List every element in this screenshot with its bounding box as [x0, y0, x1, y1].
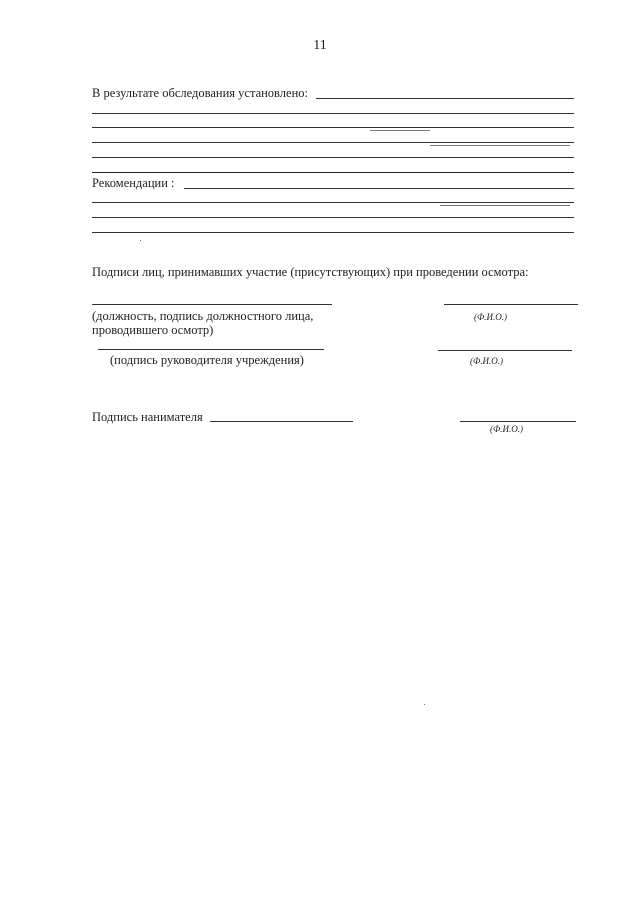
findings-line-2	[92, 127, 574, 128]
scan-speck	[140, 240, 141, 241]
recommendations-line-2	[92, 217, 574, 218]
findings-label: В результате обследования установлено:	[92, 86, 308, 100]
inspector-caption-line-1: (должность, подпись должностного лица,	[92, 309, 314, 323]
tenant-signature-line	[210, 421, 353, 422]
findings-line-3	[92, 142, 574, 143]
inspector-fio-line	[444, 304, 578, 305]
signatures-heading: Подписи лиц, принимавших участие (присутствующих) при проведении осмотра:	[92, 265, 529, 279]
inspector-fio-caption: (Ф.И.О.)	[474, 312, 507, 322]
recommendations-line-3	[92, 232, 574, 233]
tenant-fio-caption: (Ф.И.О.)	[490, 424, 523, 434]
findings-fill-line	[316, 98, 574, 99]
page-number: 11	[313, 38, 327, 53]
findings-line-4	[92, 157, 574, 158]
head-signature-caption: (подпись руководителя учреждения)	[110, 353, 304, 367]
head-fio-line	[438, 350, 572, 351]
recommendations-label: Рекомендации :	[92, 176, 175, 190]
findings-line-5	[92, 172, 574, 173]
inspector-signature-line	[92, 304, 332, 305]
tenant-fio-line	[460, 421, 576, 422]
head-signature-line	[98, 349, 324, 350]
tenant-signature-label: Подпись нанимателя	[92, 410, 203, 424]
findings-line-3-stroke	[430, 145, 570, 146]
recommendations-fill-line	[184, 188, 574, 189]
findings-line-1	[92, 113, 574, 114]
inspector-caption-line-2: проводившего осмотр)	[92, 323, 214, 337]
findings-line-2-stroke	[370, 130, 430, 131]
recommendations-line-1	[92, 202, 574, 203]
scan-speck-lower	[424, 704, 425, 705]
recommendations-line-1-stroke	[440, 205, 570, 206]
head-fio-caption: (Ф.И.О.)	[470, 356, 503, 366]
